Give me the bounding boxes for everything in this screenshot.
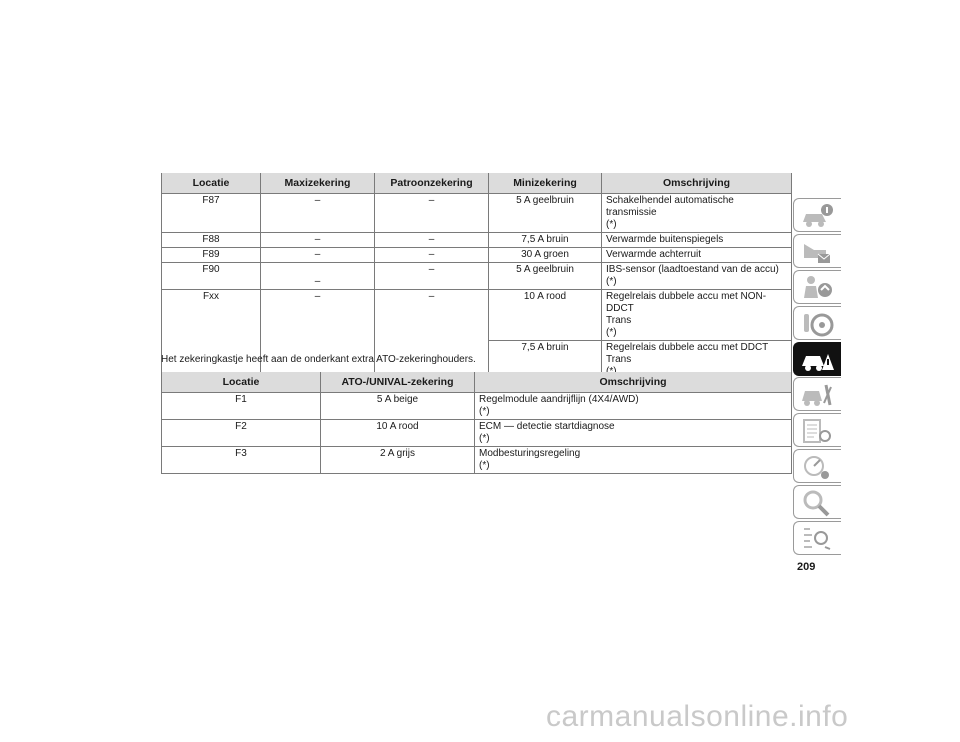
table-header-row: [162, 372, 792, 393]
cell-location: F2: [162, 420, 321, 447]
table-row: [162, 194, 792, 233]
cell-location: Fxx: [162, 290, 261, 380]
cell-patroon: –: [375, 233, 489, 248]
chapter-tab-getting-to-know[interactable]: [793, 234, 841, 268]
cell-description: ECM — detectie startdiagnose (*): [475, 420, 792, 447]
index-icon: [800, 525, 834, 553]
warning-car-icon: [800, 346, 834, 374]
page-number: 209: [797, 561, 816, 573]
cell-mini: 7,5 A bruin: [489, 233, 602, 248]
column-header: ATO-/UNIVAL-zekering: [321, 372, 475, 393]
cell-location: F90: [162, 263, 261, 290]
cell-description: Modbesturingsregeling (*): [475, 447, 792, 474]
chapter-tab-index[interactable]: [793, 521, 841, 555]
chapter-tab-emergency[interactable]: [793, 342, 841, 376]
specifications-icon: [800, 453, 834, 481]
cell-maxi: –: [261, 290, 375, 380]
cell-location: F89: [162, 248, 261, 263]
cell-maxi: –: [261, 233, 375, 248]
column-header: Omschrijving: [602, 173, 792, 194]
chapter-tab-specifications[interactable]: [793, 449, 841, 483]
table-row: [162, 290, 792, 341]
cell-description: Schakelhendel automatische transmissie (*): [602, 194, 792, 233]
table-row: [162, 420, 792, 447]
cell-patroon: –: [375, 263, 489, 290]
cell-description: Regelrelais dubbele accu met NON-DDCT Trans (*): [602, 290, 792, 341]
chapter-tab-driving[interactable]: [793, 306, 841, 340]
column-header: Maxizekering: [261, 173, 375, 194]
chapter-tab-search[interactable]: [793, 485, 841, 519]
cell-patroon: –: [375, 290, 489, 380]
column-header: Omschrijving: [475, 372, 792, 393]
table-row: [162, 447, 792, 474]
table-row: [162, 233, 792, 248]
fuse-table-ato: [161, 372, 792, 474]
watermark: carmanualsonline.info: [546, 700, 849, 733]
cell-ato: 5 A beige: [321, 393, 475, 420]
table-row: [162, 263, 792, 290]
cell-ato: 10 A rood: [321, 420, 475, 447]
steering-wheel-icon: [800, 310, 834, 338]
chapter-tab-safety[interactable]: [793, 270, 841, 304]
car-service-icon: [800, 381, 834, 409]
cell-mini: 10 A rood: [489, 290, 602, 341]
cell-mini: 7,5 A bruin: [489, 341, 602, 380]
chapter-tab-maintenance[interactable]: [793, 413, 841, 447]
cell-description: Regelmodule aandrijflijn (4X4/AWD) (*): [475, 393, 792, 420]
table-header-row: [162, 173, 792, 194]
chapter-tab-service[interactable]: [793, 377, 841, 411]
cell-location: F3: [162, 447, 321, 474]
search-icon: [800, 489, 834, 517]
cell-description: Verwarmde buitenspiegels: [602, 233, 792, 248]
cell-ato: 2 A grijs: [321, 447, 475, 474]
table-row: [162, 248, 792, 263]
cell-mini: 30 A groen: [489, 248, 602, 263]
fuse-table-main: [161, 173, 792, 380]
column-header: Patroonzekering: [375, 173, 489, 194]
column-header: Minizekering: [489, 173, 602, 194]
maintenance-list-icon: [800, 417, 834, 445]
column-header: Locatie: [162, 372, 321, 393]
safety-icon: [800, 274, 834, 302]
car-mail-icon: [800, 238, 834, 266]
cell-mini: 5 A geelbruin: [489, 263, 602, 290]
cell-location: F1: [162, 393, 321, 420]
cell-maxi: –: [261, 194, 375, 233]
car-info-icon: [800, 202, 834, 230]
table-row: [162, 393, 792, 420]
cell-maxi: –: [261, 263, 375, 290]
cell-description: Regelrelais dubbele accu met DDCT Trans: [602, 341, 792, 380]
cell-description: Verwarmde achterruit: [602, 248, 792, 263]
cell-description: IBS-sensor (laadtoestand van de accu) (*): [602, 263, 792, 290]
cell-location: F88: [162, 233, 261, 248]
cell-maxi: –: [261, 248, 375, 263]
chapter-tabs: [793, 198, 841, 557]
body-text: Het zekeringkastje heeft aan de onderkant extra ATO-zekeringhouders.: [161, 354, 476, 365]
cell-patroon: –: [375, 248, 489, 263]
chapter-tab-intro[interactable]: [793, 198, 841, 232]
cell-patroon: –: [375, 194, 489, 233]
cell-mini: 5 A geelbruin: [489, 194, 602, 233]
cell-location: F87: [162, 194, 261, 233]
column-header: Locatie: [162, 173, 261, 194]
